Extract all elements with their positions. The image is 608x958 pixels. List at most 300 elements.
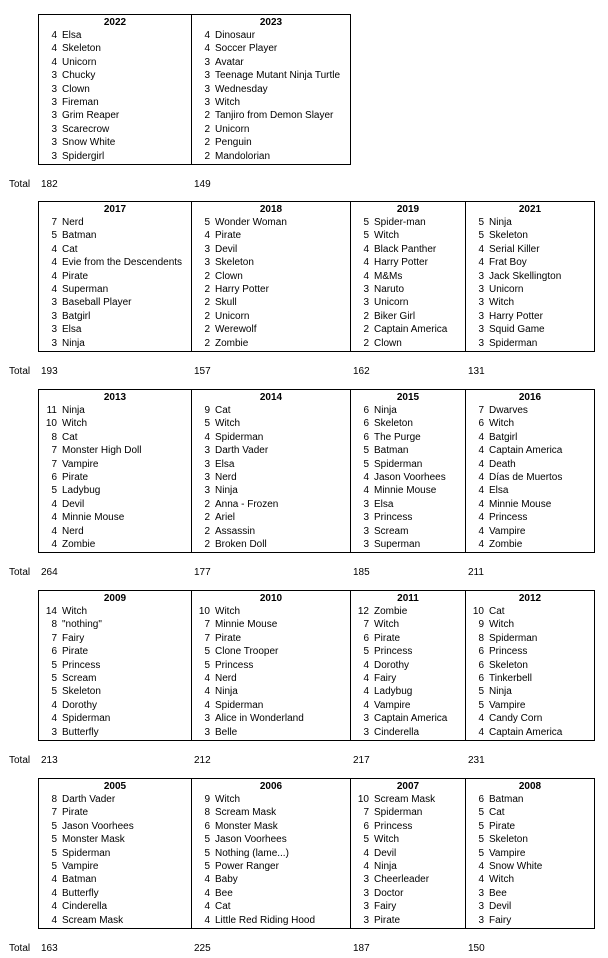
item-name: Teenage Mutant Ninja Turtle	[215, 70, 341, 82]
item-count: 4	[204, 672, 210, 684]
item-name: Jason Voorhees	[374, 471, 446, 483]
list-item	[466, 900, 594, 913]
list-item	[39, 458, 191, 471]
item-count: 12	[357, 606, 369, 617]
item-name: Devil	[489, 901, 512, 913]
list-item	[39, 404, 191, 417]
item-name: Captain America	[489, 445, 563, 457]
item-name: Biker Girl	[374, 310, 416, 322]
item-name: Dwarves	[489, 405, 528, 416]
item-name: Harry Potter	[489, 310, 543, 322]
item-count: 6	[478, 646, 484, 658]
item-count: 3	[478, 914, 484, 926]
list-item	[192, 726, 350, 739]
item-name: Little Red Riding Hood	[215, 914, 316, 926]
item-name: Pirate	[62, 471, 89, 483]
item-name: Batman	[374, 445, 409, 457]
item-count: 3	[204, 445, 210, 457]
total-row	[0, 178, 608, 191]
item-count: 7	[204, 632, 210, 644]
list-item	[192, 873, 350, 886]
item-name: Ninja	[489, 217, 512, 228]
list-item	[192, 793, 350, 806]
list-item	[192, 900, 350, 913]
item-count: 5	[204, 646, 210, 658]
total-value-2011: 217	[353, 755, 370, 766]
item-count: 3	[51, 310, 57, 322]
list-item	[192, 712, 350, 725]
item-name: Nerd	[62, 217, 84, 228]
item-count: 3	[478, 337, 484, 349]
item-name: Unicorn	[215, 123, 250, 135]
item-name: Skeleton	[62, 43, 101, 55]
list-item	[351, 256, 465, 269]
item-name: Cat	[489, 606, 505, 617]
list-item	[351, 847, 465, 860]
item-count: 4	[363, 860, 369, 872]
item-count: 3	[204, 83, 210, 95]
item-count: 9	[478, 619, 484, 631]
list-item	[351, 498, 465, 511]
list-item	[351, 229, 465, 242]
item-name: Pirate	[374, 914, 401, 926]
item-count: 4	[51, 699, 57, 711]
item-count: 3	[204, 485, 210, 497]
list-item	[192, 42, 350, 55]
list-item	[192, 96, 350, 109]
item-name: Tinkerbell	[489, 672, 532, 684]
list-item	[192, 645, 350, 658]
item-name: Spiderman	[374, 807, 423, 819]
item-name: Jason Voorhees	[62, 820, 134, 832]
item-name: Scream Mask	[62, 914, 124, 926]
total-value-2012: 231	[468, 755, 485, 766]
year-header: 2006	[259, 781, 283, 792]
list-item	[39, 900, 191, 913]
item-name: Princess	[215, 659, 254, 671]
list-item	[39, 431, 191, 444]
item-count: 3	[204, 257, 210, 269]
item-count: 8	[51, 619, 57, 631]
list-item	[39, 471, 191, 484]
item-name: Unicorn	[489, 283, 524, 295]
list-item	[39, 672, 191, 685]
item-name: Anna - Frozen	[215, 498, 279, 510]
item-name: Zombie	[374, 606, 408, 617]
item-count: 3	[363, 887, 369, 899]
item-name: Ninja	[374, 405, 397, 416]
item-name: Jack Skellington	[489, 270, 562, 282]
list-item	[39, 860, 191, 873]
item-name: Chucky	[62, 70, 96, 82]
year-column-2005	[38, 779, 191, 928]
item-count: 4	[51, 525, 57, 537]
item-count: 4	[204, 901, 210, 913]
list-item	[192, 659, 350, 672]
list-item	[192, 243, 350, 256]
list-item	[351, 685, 465, 698]
item-name: Fairy	[374, 672, 397, 684]
item-name: Mandolorian	[215, 150, 271, 162]
year-column-2007	[350, 779, 465, 928]
item-name: Soccer Player	[215, 43, 278, 55]
item-name: Clown	[62, 83, 90, 95]
list-item	[466, 659, 594, 672]
item-name: Minnie Mouse	[215, 619, 278, 631]
item-count: 4	[204, 43, 210, 55]
list-item	[466, 484, 594, 497]
item-name: Cat	[62, 243, 78, 255]
list-item	[466, 444, 594, 457]
item-name: Zombie	[215, 337, 249, 349]
year-header: 2011	[397, 593, 419, 604]
year-column-2012	[465, 591, 595, 740]
list-item	[466, 699, 594, 712]
item-name: Spiderman	[62, 847, 111, 859]
list-item	[192, 323, 350, 336]
list-item	[192, 525, 350, 538]
list-item	[351, 283, 465, 296]
list-item	[466, 605, 594, 618]
item-name: Nerd	[215, 672, 237, 684]
item-count: 3	[478, 283, 484, 295]
total-value-2015: 185	[353, 567, 370, 579]
item-count: 4	[478, 431, 484, 443]
item-name: Spider-man	[374, 217, 426, 228]
list-item	[351, 458, 465, 471]
item-name: Vampire	[62, 860, 99, 872]
item-name: Fairy	[62, 632, 85, 644]
item-name: Scream Mask	[215, 807, 277, 819]
item-name: Ladybug	[62, 485, 101, 497]
item-name: Power Ranger	[215, 860, 279, 872]
list-item	[39, 123, 191, 136]
item-name: Superman	[374, 538, 421, 550]
item-count: 2	[204, 137, 210, 149]
item-name: Skeleton	[215, 257, 254, 269]
total-value-2010: 212	[194, 755, 211, 766]
item-count: 3	[363, 914, 369, 926]
item-name: Elsa	[374, 498, 394, 510]
item-name: Wednesday	[215, 83, 268, 95]
list-item	[351, 860, 465, 873]
item-count: 3	[204, 458, 210, 470]
item-count: 4	[478, 713, 484, 725]
item-name: Minnie Mouse	[62, 512, 125, 524]
item-count: 2	[204, 324, 210, 336]
list-item	[466, 820, 594, 833]
total-value-2006: 225	[194, 943, 211, 954]
year-column-2008	[465, 779, 595, 928]
year-column-2019	[350, 202, 465, 351]
item-count: 4	[363, 270, 369, 282]
item-count: 7	[478, 405, 484, 416]
total-row	[0, 754, 608, 767]
year-header: 2018	[259, 204, 283, 215]
item-count: 5	[363, 445, 369, 457]
item-count: 6	[478, 672, 484, 684]
item-count: 4	[51, 713, 57, 725]
item-count: 4	[204, 699, 210, 711]
list-item	[39, 323, 191, 336]
item-name: Captain America	[489, 726, 563, 738]
item-name: Devil	[215, 243, 238, 255]
item-name: Dorothy	[62, 699, 98, 711]
item-count: 4	[478, 243, 484, 255]
item-name: Skeleton	[62, 686, 101, 698]
item-name: Clown	[374, 337, 402, 349]
item-count: 5	[363, 458, 369, 470]
item-count: 5	[51, 672, 57, 684]
item-name: Harry Potter	[374, 257, 428, 269]
item-name: Tanjiro from Demon Slayer	[215, 110, 334, 122]
total-value-2005: 163	[41, 943, 58, 954]
item-count: 3	[478, 324, 484, 336]
list-item	[192, 632, 350, 645]
item-count: 7	[51, 217, 57, 228]
list-item	[192, 672, 350, 685]
item-count: 3	[51, 83, 57, 95]
item-name: Unicorn	[374, 297, 409, 309]
list-item	[39, 42, 191, 55]
list-item	[39, 847, 191, 860]
list-item	[192, 337, 350, 350]
list-item	[466, 712, 594, 725]
total-value-2013: 264	[41, 567, 58, 579]
item-count: 2	[204, 310, 210, 322]
list-item	[351, 471, 465, 484]
item-count: 2	[204, 150, 210, 162]
item-name: Squid Game	[489, 324, 545, 336]
item-name: Witch	[215, 794, 240, 805]
item-count: 2	[363, 310, 369, 322]
item-count: 6	[363, 820, 369, 832]
item-count: 4	[478, 860, 484, 872]
item-count: 7	[51, 445, 57, 457]
item-name: Pirate	[215, 230, 242, 242]
total-value-2014: 177	[194, 567, 211, 579]
item-count: 3	[204, 70, 210, 82]
list-item	[466, 873, 594, 886]
item-count: 3	[51, 337, 57, 349]
item-name: Candy Corn	[489, 713, 543, 725]
year-column-2017	[38, 202, 191, 351]
item-name: Doctor	[374, 887, 404, 899]
total-value-2016: 211	[468, 567, 484, 579]
list-item	[466, 458, 594, 471]
item-count: 8	[204, 807, 210, 819]
list-item	[39, 511, 191, 524]
item-count: 4	[51, 498, 57, 510]
item-name: Witch	[62, 418, 87, 430]
item-count: 3	[204, 243, 210, 255]
list-item	[351, 270, 465, 283]
list-item	[39, 632, 191, 645]
list-item	[351, 833, 465, 846]
list-item	[351, 672, 465, 685]
item-count: 5	[51, 659, 57, 671]
item-count: 5	[478, 847, 484, 859]
list-item	[351, 793, 465, 806]
list-item	[466, 229, 594, 242]
item-name: Wonder Woman	[215, 217, 287, 228]
list-item	[466, 337, 594, 350]
list-item	[39, 914, 191, 927]
item-count: 3	[478, 310, 484, 322]
year-column-2011	[350, 591, 465, 740]
item-name: Spiderman	[489, 632, 538, 644]
item-count: 7	[363, 619, 369, 631]
item-name: Elsa	[489, 485, 509, 497]
item-count: 6	[363, 418, 369, 430]
item-count: 6	[363, 405, 369, 416]
list-item	[192, 310, 350, 323]
total-label: Total	[9, 179, 31, 190]
item-count: 5	[204, 418, 210, 430]
item-name: Witch	[489, 619, 514, 631]
item-count: 2	[204, 525, 210, 537]
item-count: 4	[51, 257, 57, 269]
item-name: Spiderman	[215, 699, 264, 711]
total-value-2019: 162	[353, 366, 370, 377]
list-item	[39, 296, 191, 309]
item-name: Ninja	[215, 686, 238, 698]
item-count: 6	[478, 659, 484, 671]
year-header: 2007	[396, 781, 420, 792]
item-name: Ninja	[374, 860, 397, 872]
item-name: Scream	[374, 525, 409, 537]
item-count: 5	[51, 820, 57, 832]
year-header: 2008	[518, 781, 542, 792]
item-name: Batman	[62, 230, 97, 242]
list-item	[192, 136, 350, 149]
item-name: Skull	[215, 297, 237, 309]
item-name: Cheerleader	[374, 874, 430, 886]
item-count: 5	[204, 860, 210, 872]
list-item	[39, 136, 191, 149]
item-count: 4	[478, 726, 484, 738]
item-count: 3	[363, 283, 369, 295]
item-name: Nerd	[62, 525, 84, 537]
item-count: 7	[204, 619, 210, 631]
item-count: 4	[478, 485, 484, 497]
item-name: Elsa	[62, 324, 82, 336]
item-name: Skeleton	[489, 659, 528, 671]
item-count: 7	[363, 807, 369, 819]
list-item	[192, 296, 350, 309]
list-item	[39, 270, 191, 283]
item-count: 4	[204, 914, 210, 926]
item-count: 3	[51, 70, 57, 82]
item-name: Scream Mask	[374, 794, 436, 805]
item-name: Cat	[215, 901, 231, 913]
item-name: Witch	[215, 606, 240, 617]
year-column-2015	[350, 390, 465, 552]
list-item	[39, 806, 191, 819]
list-item	[39, 712, 191, 725]
item-count: 5	[51, 834, 57, 846]
list-item	[466, 310, 594, 323]
list-item	[39, 150, 191, 163]
item-count: 14	[45, 606, 57, 617]
item-name: Elsa	[215, 458, 235, 470]
item-name: Darth Vader	[215, 445, 269, 457]
item-count: 3	[51, 324, 57, 336]
list-item	[39, 417, 191, 430]
list-item	[39, 83, 191, 96]
item-count: 5	[363, 230, 369, 242]
item-name: Scarecrow	[62, 123, 110, 135]
item-count: 9	[204, 794, 210, 805]
item-count: 5	[204, 659, 210, 671]
item-name: M&Ms	[374, 270, 403, 282]
list-item	[351, 873, 465, 886]
item-name: Pirate	[62, 646, 89, 658]
item-name: Belle	[215, 726, 238, 738]
item-name: Avatar	[215, 56, 244, 68]
item-count: 3	[363, 901, 369, 913]
year-header: 2012	[518, 593, 542, 604]
item-name: Broken Doll	[215, 538, 267, 550]
item-count: 7	[51, 458, 57, 470]
item-count: 4	[478, 471, 484, 483]
item-name: Superman	[62, 283, 109, 295]
list-item	[466, 511, 594, 524]
list-item	[192, 498, 350, 511]
item-name: Batman	[62, 874, 97, 886]
list-item	[39, 283, 191, 296]
item-count: 3	[478, 270, 484, 282]
total-value-2023: 149	[194, 179, 211, 190]
list-item	[192, 887, 350, 900]
item-count: 5	[478, 699, 484, 711]
item-count: 4	[51, 43, 57, 55]
item-count: 3	[204, 726, 210, 738]
item-name: Princess	[489, 512, 528, 524]
list-item	[192, 404, 350, 417]
list-item	[466, 256, 594, 269]
list-item	[466, 726, 594, 739]
list-item	[351, 900, 465, 913]
item-name: Serial Killer	[489, 243, 540, 255]
item-count: 4	[478, 257, 484, 269]
list-item	[39, 229, 191, 242]
list-item	[466, 243, 594, 256]
list-item	[466, 632, 594, 645]
list-item	[192, 538, 350, 551]
year-header: 2021	[518, 204, 542, 215]
item-name: Pirate	[215, 632, 242, 644]
item-name: Pirate	[62, 270, 89, 282]
item-name: Black Panther	[374, 243, 437, 255]
item-name: Devil	[374, 847, 397, 859]
item-count: 4	[478, 458, 484, 470]
item-count: 2	[204, 283, 210, 295]
total-label: Total	[9, 366, 31, 377]
item-name: Pirate	[374, 632, 401, 644]
item-count: 4	[51, 512, 57, 524]
item-count: 6	[478, 794, 484, 805]
item-name: Witch	[374, 230, 399, 242]
total-row	[0, 942, 608, 955]
item-name: Witch	[215, 418, 240, 430]
list-item	[192, 431, 350, 444]
item-count: 5	[478, 834, 484, 846]
list-item	[466, 847, 594, 860]
item-name: Fireman	[62, 96, 99, 108]
item-name: Jason Voorhees	[215, 834, 287, 846]
item-name: Clown	[215, 270, 243, 282]
